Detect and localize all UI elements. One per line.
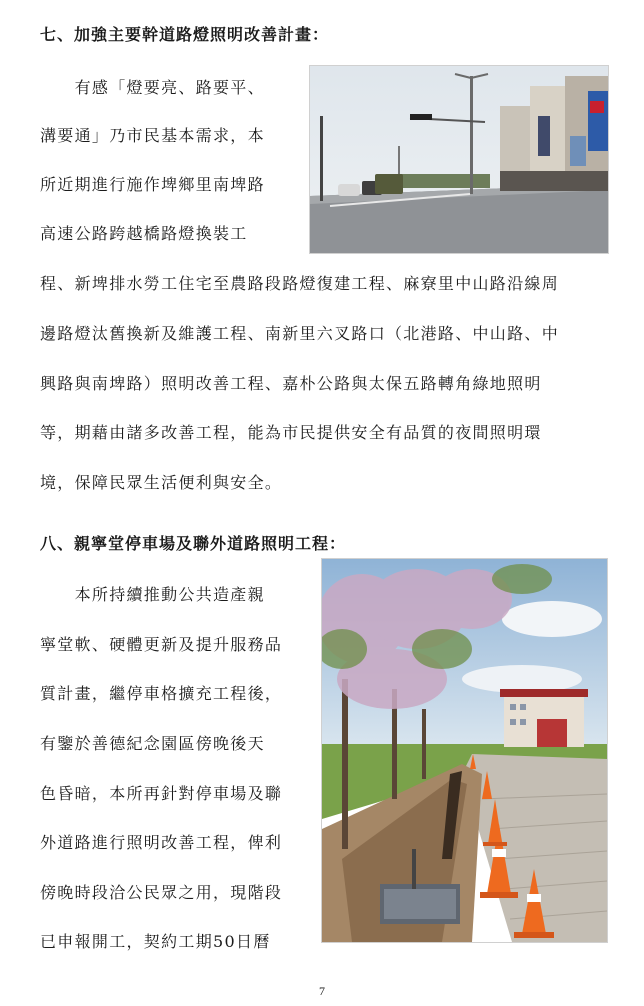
section-8-line: 質計畫，繼停車格擴充工程後， [40,684,283,703]
section-8-line: 外道路進行照明改善工程，俾利 [40,833,283,852]
section-7-line: 有感「燈要亮、路要平、 [40,78,265,97]
section-7-line: 所近期進行施作埤鄉里南埤路 [40,175,265,194]
street-lighting-photo [309,65,609,254]
section-8-line: 有鑒於善德紀念園區傍晚後天 [40,734,265,753]
street-scene-image [310,66,608,253]
section-7-line: 境，保障民眾生活便利與安全。 [40,473,283,492]
parking-lot-trench-photo [321,558,608,943]
section-8-line: 已申報開工，契約工期50日曆 [40,932,271,951]
section-7-line: 邊路燈汰舊換新及維護工程、南新里六叉路口（北港路、中山路、中 [40,324,560,343]
section-8-line: 色昏暗，本所再針對停車場及聯 [40,784,283,803]
page-number: 7 [319,984,325,998]
section-8-line: 傍晚時段洽公民眾之用，現階段 [40,883,283,902]
section-8-line: 寧堂軟、硬體更新及提升服務品 [40,635,283,654]
section-8-line: 本所持續推動公共造產親 [40,585,265,604]
section-7-line: 高速公路跨越橋路燈換裝工 [40,224,248,243]
section-7-line: 溝要通」乃市民基本需求，本 [40,126,265,145]
section-7-heading: 七、加強主要幹道路燈照明改善計畫： [40,25,330,44]
trench-scene-image [322,559,607,942]
section-8-heading: 八、親寧堂停車場及聯外道路照明工程： [40,534,347,553]
section-7-line: 程、新埤排水勞工住宅至農路段路燈復建工程、麻寮里中山路沿線周 [40,274,560,293]
section-7-line: 興路與南埤路）照明改善工程、嘉朴公路與太保五路轉角綠地照明 [40,374,542,393]
section-7-line: 等，期藉由諸多改善工程，能為市民提供安全有品質的夜間照明環 [40,423,542,442]
